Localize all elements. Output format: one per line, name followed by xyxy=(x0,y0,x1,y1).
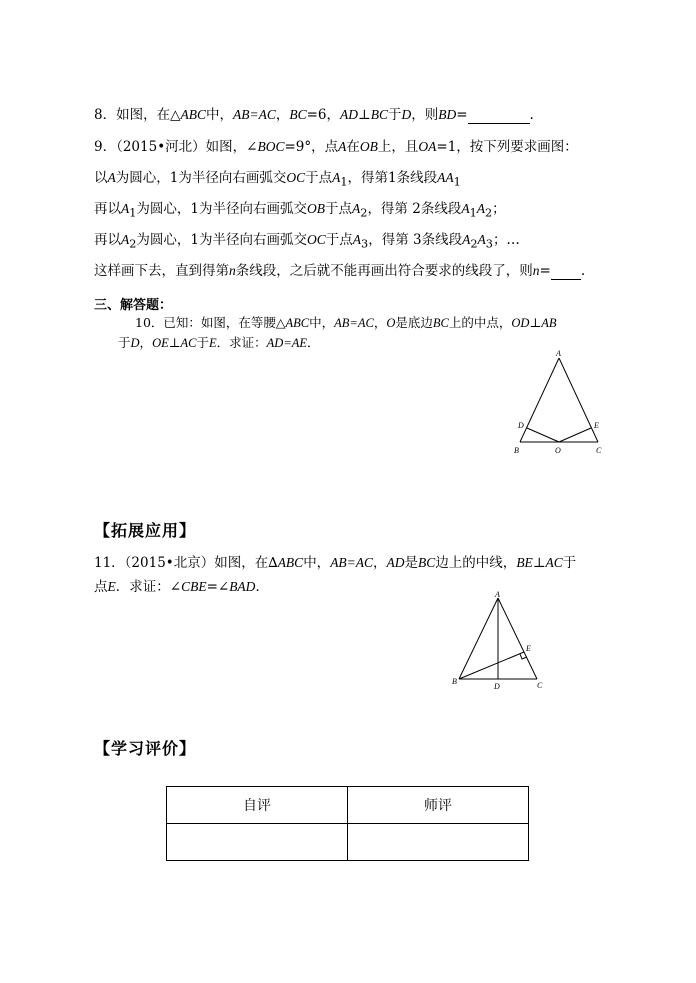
heading-evaluation: 【学习评价】 xyxy=(94,739,197,758)
question-9-line-2: 以A为圆心，1为半径向右画弧交OC于点$A_1$，得第1条线段$AA_1$ xyxy=(94,170,461,189)
label-d: D xyxy=(518,421,524,430)
table-cell-teacher-eval[interactable] xyxy=(348,824,529,861)
label-d: D xyxy=(494,682,500,691)
label-c: C xyxy=(537,681,543,690)
question-9-line-3: 再以$A_1$为圆心，1为半径向右画弧交OB于点$A_2$，得第 2条线段$A_1A_2$； xyxy=(94,201,506,220)
answer-blank-8[interactable] xyxy=(468,107,530,124)
label-e: E xyxy=(594,421,599,430)
table-cell-self-eval[interactable] xyxy=(167,824,348,861)
label-e: E xyxy=(526,644,531,653)
label-o: O xyxy=(555,446,561,455)
label-a: A xyxy=(556,349,561,358)
segment-ac xyxy=(559,358,598,442)
table-header-self-eval: 自评 xyxy=(167,787,348,824)
question-9-line-1: 9．（2015•河北）如图，∠BOC=9°，点A在OB上，且OA=1，按下列要求画图： xyxy=(94,139,578,155)
section-heading-solutions: 三、解答题： xyxy=(94,298,173,313)
figure-q10-isosceles-triangle xyxy=(508,346,612,458)
question-9-line-5: 这样画下去，直到得第n条线段，之后就不能再画出符合要求的线段了，则n= . xyxy=(94,263,586,279)
question-11-line-2: 点E．求证：∠CBE=∠BAD． xyxy=(94,579,269,595)
heading-extension: 【拓展应用】 xyxy=(94,521,197,540)
segment-ac xyxy=(498,598,537,679)
figure-q11-triangle xyxy=(448,590,554,692)
answer-blank-9[interactable] xyxy=(551,263,581,280)
evaluation-table xyxy=(166,786,529,861)
segment-be xyxy=(459,652,524,679)
segment-ab xyxy=(459,598,498,679)
question-10-line-1: 10．已知：如图，在等腰△ABC中，AB=AC，O是底边BC上的中点，OD⊥AB xyxy=(135,315,557,330)
label-b: B xyxy=(452,677,457,686)
segment-ab xyxy=(520,358,559,442)
table-header-teacher-eval: 师评 xyxy=(348,787,529,824)
label-b: B xyxy=(514,446,519,455)
question-11-line-1: 11．（2015•北京）如图，在∆ABC中，AB=AC，AD是BC边上的中线，BE⊥AC于 xyxy=(94,555,577,571)
label-c: C xyxy=(596,446,602,455)
question-8: 8．如图，在△ABC中，AB=AC，BC=6，AD⊥BC于D，则BD= . xyxy=(94,107,534,123)
question-9-line-4: 再以$A_2$为圆心，1为半径向右画弧交OC于点$A_3$，得第 3条线段$A_2A_3$；… xyxy=(94,232,520,251)
label-a: A xyxy=(495,590,500,599)
segment-od xyxy=(527,428,559,442)
question-10-line-2: 于D，OE⊥AC于E．求证：AD=AE． xyxy=(118,335,320,350)
segment-oe xyxy=(559,428,591,442)
